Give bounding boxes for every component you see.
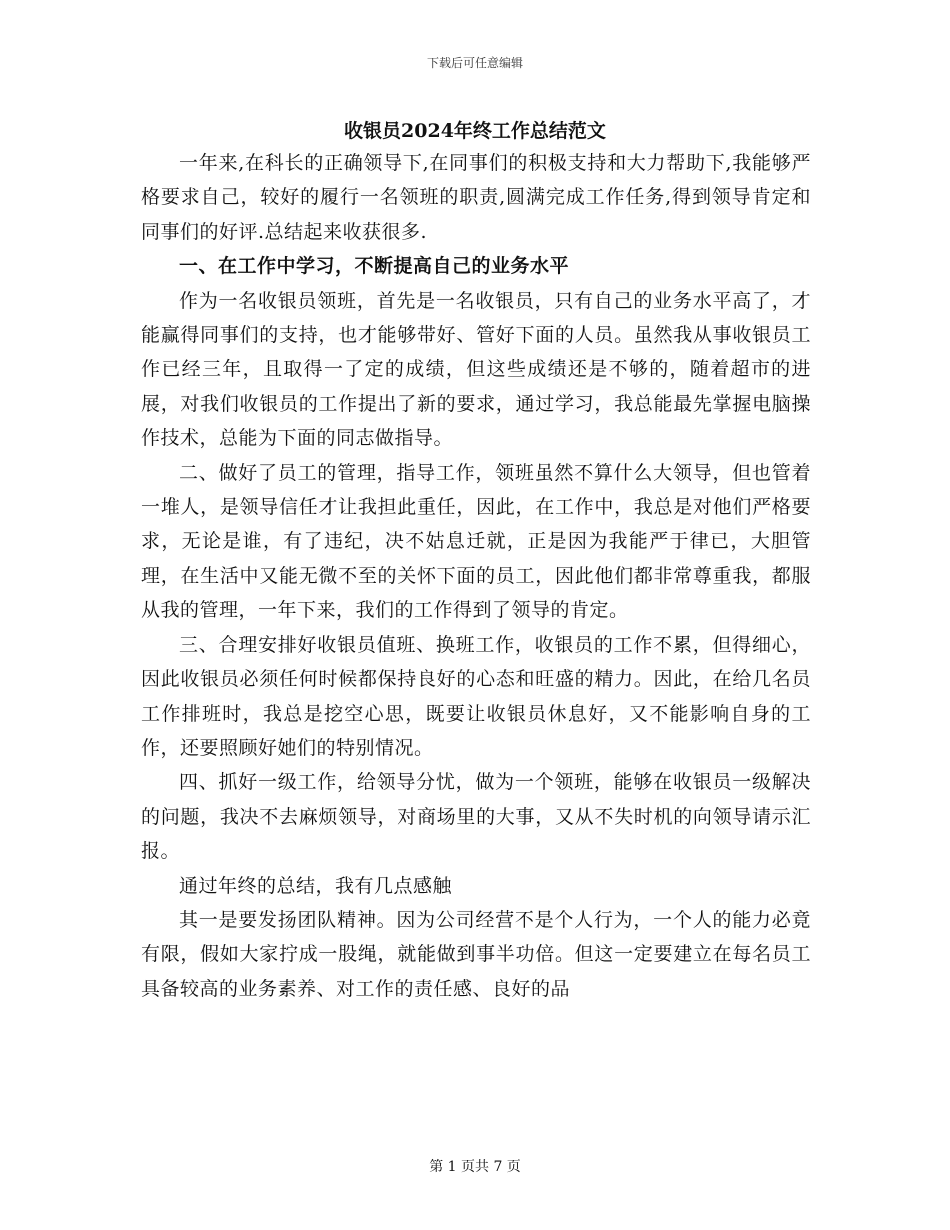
document-title: 收银员2024年终工作总结范文: [344, 120, 606, 142]
document-body: [141, 146, 811, 1006]
body-paragraph: 通过年终的总结，我有几点感触: [179, 874, 453, 897]
body-paragraph: 其一是要发扬团队精神。因为公司经营不是个人行为，一个人的能力必竟有限，假如大家拧成一股绳，就能做到事半功倍。但这一定要建立在每名员工具备较高的业务素养、对工作的责任感、良好的品: [141, 908, 811, 1000]
page-number: 第 1 页共 7 页: [429, 1159, 521, 1175]
body-paragraph: 二、做好了员工的管理，指导工作，领班虽然不算什么大领导，但也管着一堆人，是领导信任才让我担此重任，因此，在工作中，我总是对他们严格要求，无论是谁，有了违纪，决不姑息迁就，正是因为我能严于律已，大胆管理，在生活中又能无微不至的关怀下面的员工，因此他们都非常尊重我，都服从我的管理，一年下来，我们的工作得到了领导的肯定。: [141, 461, 811, 622]
body-paragraph: 四、抓好一级工作，给领导分忧，做为一个领班，能够在收银员一级解决的问题，我决不去麻烦领导，对商场里的大事，又从不失时机的向领导请示汇报。: [141, 771, 811, 863]
section-heading-1: 一、在工作中学习，不断提高自己的业务水平: [179, 255, 570, 278]
intro-paragraph: 一年来,在科长的正确领导下,在同事们的积极支持和大力帮助下,我能够严格要求自己，较好的履行一名领班的职责,圆满完成工作任务,得到领导肯定和同事们的好评.总结起来收获很多.: [141, 152, 811, 243]
page-header-note: 下载后可任意编辑: [426, 56, 523, 70]
body-paragraph: 作为一名收银员领班，首先是一名收银员，只有自己的业务水平高了，才能赢得同事们的支持，也才能够带好、管好下面的人员。虽然我从事收银员工作已经三年，且取得一了定的成绩，但这些成绩还是不够的，随着超市的进展，对我们收银员的工作提出了新的要求，通过学习，我总能最先掌握电脑操作技术，总能为下面的同志做指导。: [141, 289, 811, 450]
body-paragraph: 三、合理安排好收银员值班、换班工作，收银员的工作不累，但得细心，因此收银员必须任何时候都保持良好的心态和旺盛的精力。因此，在给几名员工作排班时，我总是挖空心思，既要让收银员休息好，又不能影响自身的工作，还要照顾好她们的特别情况。: [141, 633, 811, 759]
